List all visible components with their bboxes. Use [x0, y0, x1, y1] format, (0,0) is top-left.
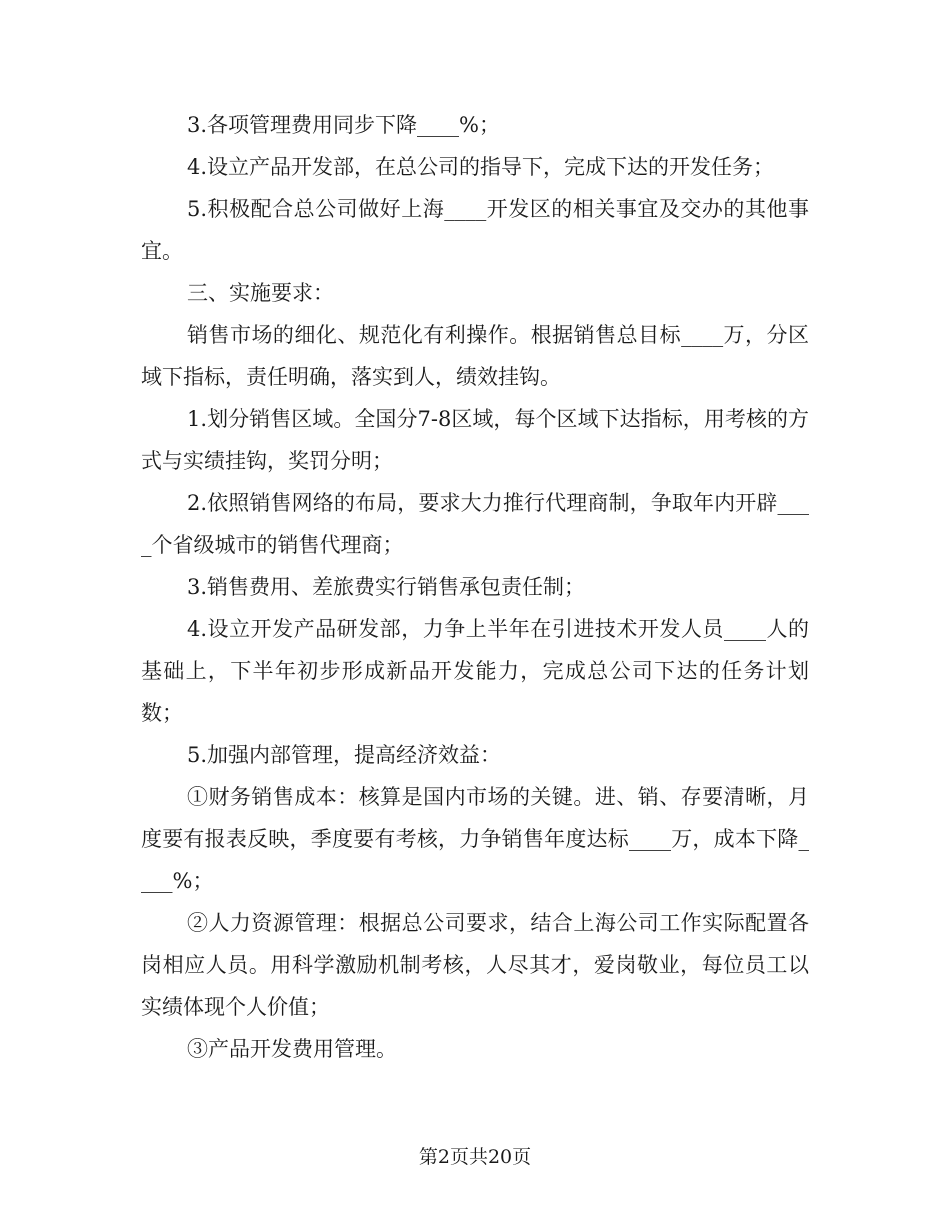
paragraph-sales-expenses: 3.销售费用、差旅费实行销售承包责任制；: [187, 575, 586, 599]
paragraph-product-dev-cost: ③产品开发费用管理。: [187, 1037, 397, 1061]
paragraph-hr-mgmt: ②人力资源管理：根据总公司要求，结合上海公司工作实际配置各岗相应人员。用科学激励机制考核，人尽其才，爱岗敬业，每位员工以实绩体现个人价值；: [141, 911, 809, 1019]
paragraph-dev-dept: 4.设立产品开发部，在总公司的指导下，完成下达的开发任务；: [187, 155, 775, 179]
paragraph-shanghai-zone: 5.积极配合总公司做好上海____开发区的相关事宜及交办的其他事宜。: [141, 197, 809, 263]
paragraph-finance-cost: ①财务销售成本：核算是国内市场的关键。进、销、存要清晰，月度要有报表反映，季度要有考核，力争销售年度达标____万，成本下降____%；: [141, 785, 809, 893]
paragraph-mgmt-cost: 3.各项管理费用同步下降____%；: [187, 113, 500, 137]
paragraph-agent-network: 2.依照销售网络的布局，要求大力推行代理商制，争取年内开辟____个省级城市的销售代理商；: [141, 491, 809, 557]
document-body: [141, 104, 809, 1070]
paragraph-market-refinement: 销售市场的细化、规范化有利操作。根据销售总目标____万，分区域下指标，责任明确，落实到人，绩效挂钩。: [141, 323, 809, 389]
paragraph-rd-dept: 4.设立开发产品研发部，力争上半年在引进技术开发人员____人的基础上，下半年初步形成新品开发能力，完成总公司下达的任务计划数；: [141, 617, 809, 725]
section-heading-implementation: 三、实施要求：: [187, 281, 334, 305]
paragraph-sales-regions: 1.划分销售区域。全国分7-8区域，每个区域下达指标，用考核的方式与实绩挂钩，奖罚分明；: [141, 407, 809, 473]
page-number-footer: 第2页共20页: [418, 1146, 532, 1168]
paragraph-internal-mgmt: 5.加强内部管理，提高经济效益：: [187, 743, 502, 767]
